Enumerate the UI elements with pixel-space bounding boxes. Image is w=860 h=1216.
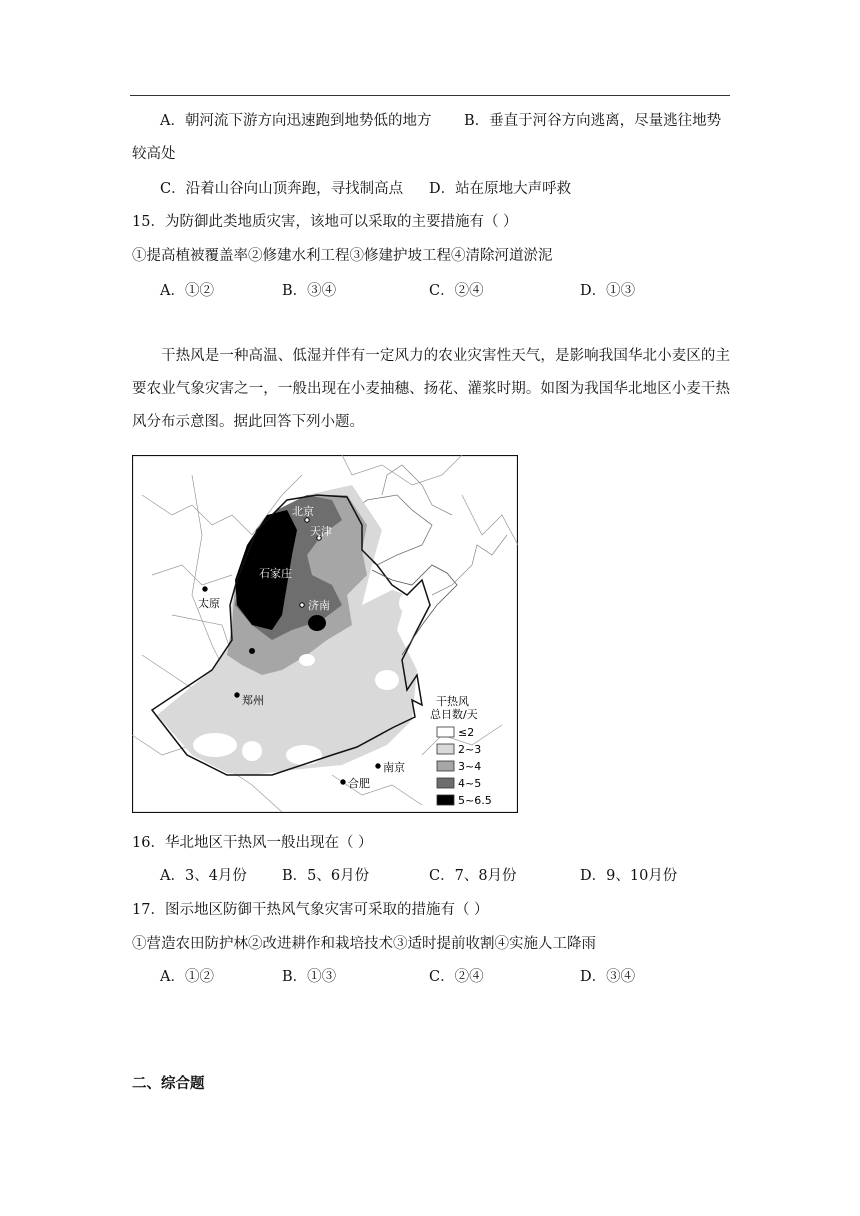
q17-option-a[interactable]: A．①② [160, 969, 214, 985]
q14-option-a[interactable]: A．朝河流下游方向迅速跑到地势低的地方 [160, 113, 432, 129]
q15-stem: 15．为防御此类地质灾害，该地可以采取的主要措施有（ ） [132, 214, 518, 230]
q17-option-d[interactable]: D．③④ [580, 969, 636, 985]
city-label-shijiazhuang: 石家庄 [259, 567, 292, 580]
legend-label-2: 3~4 [458, 760, 482, 773]
q15-option-b[interactable]: B．③④ [282, 283, 337, 299]
legend-swatch-2 [437, 761, 454, 771]
legend-swatch-3 [437, 778, 454, 788]
q17-option-c[interactable]: C．②④ [429, 969, 484, 985]
section-heading: 二、综合题 [132, 1076, 205, 1092]
legend-swatch-1 [437, 744, 454, 754]
q15-items: ①提高植被覆盖率②修建水利工程③修建护坡工程④清除河道淤泥 [132, 248, 553, 264]
city-label-beijing: 北京 [292, 505, 314, 518]
city-label-zhengzhou: 郑州 [242, 694, 264, 707]
q17-items: ①营造农田防护林②改进耕作和栽培技术③适时提前收割④实施人工降雨 [132, 936, 596, 952]
q15-option-a[interactable]: A．①② [160, 283, 214, 299]
passage-text: 干热风是一种高温、低湿并伴有一定风力的农业灾害性天气，是影响我国华北小麦区的主要农业气象灾害之一，一般出现在小麦抽穗、扬花、灌浆时期。如图为我国华北地区小麦干热风分布示意图。据此回答下列小题。 [132, 348, 730, 430]
city-label-taiyuan: 太原 [198, 597, 220, 610]
city-label-nanjing: 南京 [383, 761, 405, 774]
q17-stem: 17．图示地区防御干热风气象灾害可采取的措施有（ ） [132, 902, 489, 918]
legend-swatch-4 [437, 795, 454, 805]
city-label-jinan: 济南 [308, 599, 330, 612]
dry-hot-wind-map [132, 455, 518, 813]
legend-label-0: ≤2 [458, 726, 475, 739]
legend-label-4: 5~6.5 [458, 794, 492, 807]
legend-swatch-0 [437, 727, 454, 737]
city-label-hefei: 合肥 [348, 777, 370, 790]
legend-label-1: 2~3 [458, 743, 482, 756]
q14-option-d[interactable]: D．站在原地大声呼救 [429, 181, 572, 197]
legend-title-2: 总日数/天 [430, 708, 478, 721]
q14-option-b-cont: 较高处 [132, 146, 176, 162]
q14-option-b[interactable]: B．垂直于河谷方向逃离，尽量逃往地势 [464, 113, 722, 129]
q16-option-c[interactable]: C．7、8月份 [429, 868, 517, 884]
q16-option-a[interactable]: A．3、4月份 [160, 868, 247, 884]
header-rule [130, 95, 730, 96]
q15-option-d[interactable]: D．①③ [580, 283, 636, 299]
q16-option-d[interactable]: D．9、10月份 [580, 868, 678, 884]
q14-option-c[interactable]: C．沿着山谷向山顶奔跑，寻找制高点 [160, 181, 404, 197]
q16-option-b[interactable]: B．5、6月份 [282, 868, 370, 884]
legend-title-1: 干热风 [436, 695, 469, 708]
q16-stem: 16．华北地区干热风一般出现在（ ） [132, 835, 373, 851]
city-label-tianjin: 天津 [310, 525, 332, 538]
legend-label-3: 4~5 [458, 777, 482, 790]
q17-option-b[interactable]: B．①③ [282, 969, 337, 985]
q15-option-c[interactable]: C．②④ [429, 283, 484, 299]
